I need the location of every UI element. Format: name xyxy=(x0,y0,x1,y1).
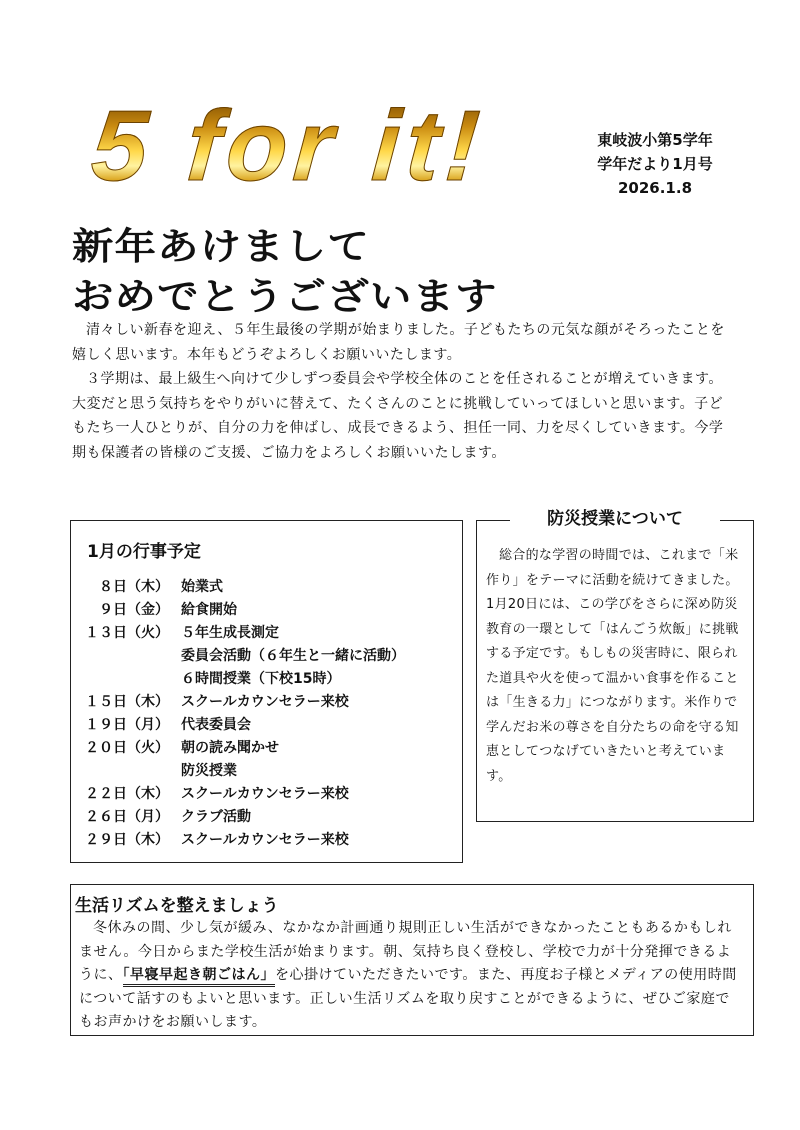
life-rhythm-box xyxy=(70,884,754,1036)
intro-paragraph-1: 清々しい新春を迎え、５年生最後の学期が始まりました。子どもたちの元気な顔がそろったことを嬉しく思います。本年もどうぞよろしくお願いいたします。 xyxy=(72,322,725,363)
schedule-item-text: スクールカウンセラー来校 xyxy=(181,694,349,710)
schedule-item-text: 防災授業 xyxy=(181,763,237,779)
schedule-item xyxy=(85,668,405,691)
schedule-item-date: １９日（月） xyxy=(85,717,169,733)
schedule-item xyxy=(85,737,405,760)
issue-date: 2026.1.8 xyxy=(617,179,693,197)
life-rhythm-text-before: 冬休みの間、少し気が緩み、なかなか計画通り規則正しい生活ができなかったこともあるかもしれません。今日からまた学校生活が始まります。朝、気持ち良く登校し、学校で力が十分発揮できるように、 xyxy=(79,920,732,983)
schedule-item-text: 代表委員会 xyxy=(181,717,251,733)
schedule-item xyxy=(85,576,405,599)
schedule-box xyxy=(70,520,463,863)
headline-line-1: 新年あけまして xyxy=(72,225,370,268)
schedule-item xyxy=(85,806,405,829)
schedule-item-date: １５日（木） xyxy=(85,694,169,710)
bousai-text xyxy=(486,544,746,789)
school-name: 東岐波小第5学年 xyxy=(597,131,713,149)
schedule-item-text: スクールカウンセラー来校 xyxy=(181,832,349,848)
schedule-item xyxy=(85,599,405,622)
schedule-item-text: 始業式 xyxy=(181,579,223,595)
schedule-item xyxy=(85,622,405,645)
life-rhythm-text xyxy=(79,917,739,1035)
schedule-item-text: スクールカウンセラー来校 xyxy=(181,786,349,802)
schedule-item-date: ２６日（月） xyxy=(85,809,169,825)
schedule-item-text: ６時間授業（下校15時） xyxy=(181,671,341,687)
schedule-item-date: ９日（金） xyxy=(85,602,169,618)
schedule-item-date: ２９日（木） xyxy=(85,832,169,848)
schedule-item-date: ２２日（木） xyxy=(85,786,169,802)
life-rhythm-title: 生活リズムを整えましょう xyxy=(75,896,279,916)
schedule-item-text: クラブ活動 xyxy=(181,809,251,825)
schedule-item xyxy=(85,691,405,714)
schedule-item-date xyxy=(85,645,181,668)
schedule-item xyxy=(85,783,405,806)
schedule-item-text: ５年生成長測定 xyxy=(181,625,279,641)
schedule-item-text: 給食開始 xyxy=(181,602,237,618)
schedule-item-date xyxy=(85,668,181,691)
newsletter-title-logo: 5 for it! xyxy=(88,90,489,202)
bousai-title: 防災授業について xyxy=(510,506,720,532)
life-rhythm-paragraph xyxy=(79,917,739,1035)
bousai-paragraph: 総合的な学習の時間では、これまで「米作り」をテーマに活動を続けてきました。1月20日には、この学びをさらに深め防災教育の一環として「はんごう炊飯」に挑戦する予定です。もしもの災害時に、限られた道具や火を使って温かい食事を作ることは「生きる力」につながります。米作りで学んだお米の尊さを自分たちの命を守る知恵としてつなげていきたいと考えています。 xyxy=(486,548,739,784)
schedule-item-date xyxy=(85,760,181,783)
new-year-headline xyxy=(72,222,498,322)
schedule-item xyxy=(85,645,405,668)
schedule-item-text: 委員会活動（６年生と一緒に活動） xyxy=(181,648,405,664)
schedule-list xyxy=(85,576,405,852)
schedule-item xyxy=(85,829,405,852)
schedule-item-date: １３日（火） xyxy=(85,625,169,641)
life-rhythm-text-after: を心掛けていただきたいです。また、再度お子様とメディアの使用時間について話すのもよいと思います。正しい生活リズムを取り戻すことができるように、ぜひご家庭でもお声かけをお願いします。 xyxy=(79,967,737,1030)
schedule-item-text: 朝の読み聞かせ xyxy=(181,740,279,756)
schedule-item-date: ２０日（火） xyxy=(85,740,169,756)
schedule-item-date: ８日（木） xyxy=(85,579,169,595)
intro-paragraph-2: ３学期は、最上級生へ向けて少しずつ委員会や学校全体のことを任されることが増えていきます。大変だと思う気持ちをやりがいに替えて、たくさんのことに挑戦していってほしいと思います。子どもたち一人ひとりが、自分の力を伸ばし、成長できるよう、担任一同、力を尽くしていきます。今学期も保護者の皆様のご支援、ご協力をよろしくお願いいたします。 xyxy=(72,371,724,461)
schedule-title: 1月の行事予定 xyxy=(87,542,201,562)
intro-text xyxy=(72,318,736,465)
issue-name: 学年だより1月号 xyxy=(597,155,713,173)
issue-info xyxy=(570,128,740,200)
schedule-item xyxy=(85,714,405,737)
schedule-item xyxy=(85,760,405,783)
headline-line-2: おめでとうございます xyxy=(72,275,498,318)
early-to-bed-highlight: 「早寝早起き朝ごはん」 xyxy=(123,967,276,987)
